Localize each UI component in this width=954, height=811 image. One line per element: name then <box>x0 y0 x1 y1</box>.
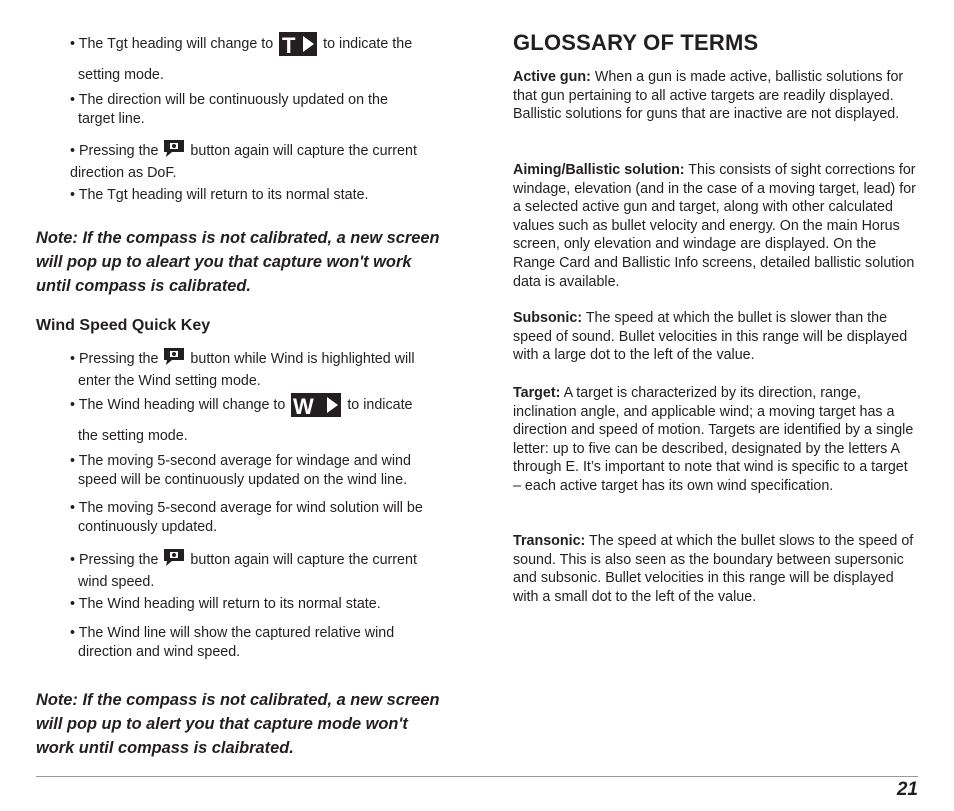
svg-text:T: T <box>282 33 296 56</box>
glossary-entry: Subsonic: The speed at which the bullet is slower than the speed of sound. Bullet velocities in this range will be displayed with a large dot to the left of the value. <box>513 310 908 364</box>
capture-button-icon <box>162 346 186 372</box>
list-item: • The Wind heading will return to its normal state. <box>70 596 381 612</box>
capture-button-icon <box>162 138 186 164</box>
list-item: • The Tgt heading will change to T to indicate the setting mode. <box>70 33 413 83</box>
section-heading: Wind Speed Quick Key <box>36 317 211 334</box>
wind-heading-icon <box>291 393 341 417</box>
glossary-entry: Target: A target is characterized by its direction, range, inclination angle, and applicable wind; a moving target has a direction and speed of motion. Targets are identified by a single letter: up to five can be described, designated by the letters A through E. It’s important to note that wind is specific to a target – each active target has its own wind specification. <box>513 385 914 494</box>
list-item: • The moving 5-second average for windage and wind speed will be continuously updated on the wind line. <box>70 453 411 488</box>
glossary-entry: Transonic: The speed at which the bullet slows to the speed of sound. This is also seen as the boundary between supersonic and subsonic. Bullet velocities in this range will be displayed with a small dot to the left of the value. <box>513 533 914 605</box>
svg-text:W: W <box>293 394 315 417</box>
footer-divider <box>36 776 918 777</box>
note-calibration-2: Note: If the compass is not calibrated, a new screen will pop up to alert you that capture mode won't work until compass is claibrated. <box>36 691 440 757</box>
list-item: • Pressing the button while Wind is highlighted will enter the Wind setting mode. <box>70 346 442 391</box>
page-title: GLOSSARY OF TERMS <box>513 30 759 55</box>
list-item: • The Wind line will show the captured relative wind direction and wind speed. <box>70 625 395 660</box>
page-number: 21 <box>896 779 918 800</box>
list-item: • The moving 5-second average for wind solution will be continuously updated. <box>70 500 423 535</box>
list-item: • Pressing the button again will capture the current direction as DoF. <box>70 138 442 183</box>
note-calibration-1: Note: If the compass is not calibrated, a new screen will pop up to aleart you that capture won't work until compass is calibrated. <box>36 229 440 295</box>
glossary-entry: Active gun: When a gun is made active, ballistic solutions for that gun pertaining to all active targets are readily displayed. Ballistic solutions for guns that are inactive are not displayed. <box>513 69 904 123</box>
list-item: • Pressing the button again will capture the current wind speed. <box>70 547 442 592</box>
target-heading-icon <box>279 32 317 56</box>
list-item: • The direction will be continuously updated on the target line. <box>70 92 388 127</box>
list-item: • The Tgt heading will return to its normal state. <box>70 187 369 203</box>
glossary-entry: Aiming/Ballistic solution: This consists of sight corrections for windage, elevation (and in the case of a moving target, lead) for a selected active gun and target, along with other calculated values such as bullet velocity and energy. On the main Horus screen, only elevation and windage are displayed. On the Range Card and Ballistic Info screens, detailed ballistic solution data is available. <box>513 162 916 290</box>
capture-button-icon <box>162 547 186 573</box>
list-item: • The Wind heading will change to W to indicate the setting mode. <box>70 394 413 444</box>
